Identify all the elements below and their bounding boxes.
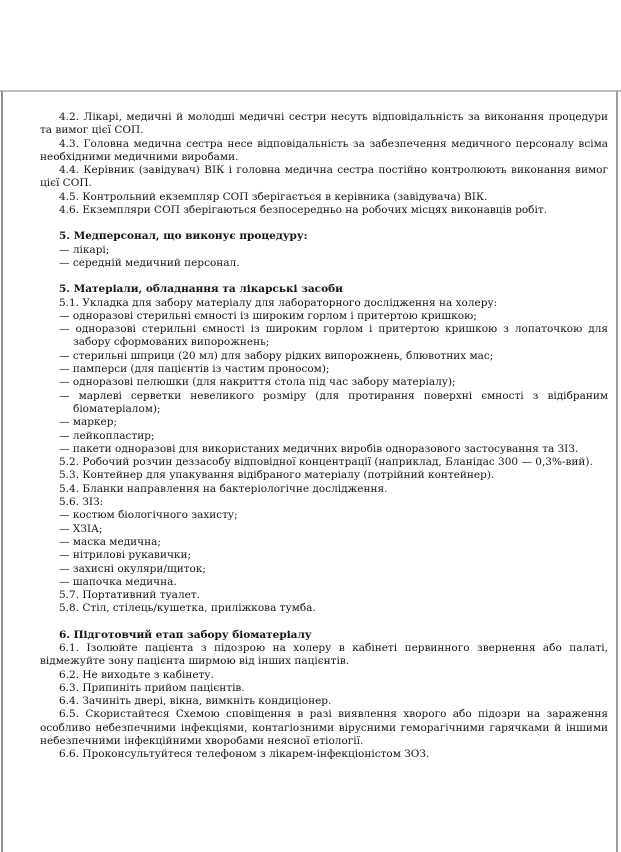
list-item (40, 416, 608, 429)
list-item-text: одноразові стерильні ємності із широким горлом і притертою кришкою з лопаточкою для забору сформованих випорожнень; (73, 323, 608, 349)
list-dash-marker: — (59, 243, 73, 256)
list-item-text: стерильні шприци (20 мл) для забору рідких випорожнень, блювотних мас; (72, 349, 494, 362)
list-item (40, 509, 608, 522)
list-item-text: лікарі; (72, 243, 110, 256)
list-item-text: памперси (для пацієнтів із частим проносом); (72, 363, 330, 376)
list-item (40, 549, 608, 562)
list-dash-marker: — (59, 535, 73, 548)
section-heading: 6. Підготовчий етап забору біоматеріалу (59, 628, 312, 641)
list-dash-marker: — (59, 323, 76, 336)
list-dash-marker: — (59, 509, 73, 522)
list-dash-marker: — (59, 256, 73, 269)
page-right-border (616, 91, 618, 852)
section-heading: 5. Матеріали, обладнання та лікарські засоби (59, 283, 343, 296)
list-item-text: маркер; (72, 416, 118, 429)
paragraph: 5.4. Бланки направлення на бактеріологічне дослідження. (59, 482, 388, 495)
paragraph: 5.6. ЗІЗ: (59, 496, 104, 509)
list-item-text: одноразові пелюшки (для накриття стола під час забору матеріалу); (72, 376, 456, 389)
list-item-text: пакети одноразові для використаних медичних виробів одноразового застосування та ЗІЗ. (72, 442, 579, 455)
list-dash-marker: — (59, 309, 73, 322)
list-item-text: шапочка медична. (72, 575, 177, 588)
paragraph: 6.1. Ізолюйте пацієнта з підозрою на холеру в кабінеті первинного звернення або палаті, відмежуйте зону пацієнта ширмою від інших пацієнтів. (40, 641, 608, 668)
list-item (40, 563, 608, 576)
list-item-text: захисні окуляри/щиток; (72, 562, 206, 575)
paragraph: 6.6. Проконсультуйтеся телефоном з лікарем-інфекціоністом ЗОЗ. (59, 748, 430, 761)
paragraph: 5.1. Укладка для забору матеріалу для лабораторного дослідження на холеру: (59, 296, 498, 309)
paragraph: 6.4. Зачиніть двері, вікна, вимкніть кондиціонер. (59, 695, 332, 708)
list-dash-marker: — (59, 549, 73, 562)
list-item-text: ХЗІА; (72, 522, 103, 535)
list-dash-marker: — (59, 416, 73, 429)
paragraph: 6.5. Скористайтеся Схемою сповіщення в разі виявлення хворого або підозри на зараження особливо небезпечними інфекціями, контагіозними вірусними геморагічними гарячками й іншими небезпечними інфекційними хворобами неясної етіології. (40, 708, 608, 748)
list-item (40, 363, 608, 376)
list-item (40, 244, 608, 257)
list-item (40, 523, 608, 536)
list-item-text: нітрилові рукавички; (72, 549, 191, 562)
paragraph: 4.3. Головна медична сестра несе відповідальність за забезпечення медичного персоналу всіма необхідними медичними виробами. (40, 137, 608, 163)
list-item (40, 536, 608, 549)
list-item (40, 390, 608, 417)
list-item-text: лейкопластир; (72, 429, 155, 442)
paragraph: 6.2. Не виходьте з кабінету. (59, 668, 214, 681)
paragraph: 6.3. Припиніть прийом пацієнтів. (59, 681, 245, 694)
section-heading: 5. Медперсонал, що виконує процедуру: (59, 230, 308, 243)
list-item-text: костюм біологічного захисту; (72, 509, 238, 522)
list-item (40, 576, 608, 589)
paragraph: 4.6. Екземпляри СОП зберігаються безпосередньо на робочих місцях виконавців робіт. (59, 204, 547, 217)
list-dash-marker: — (59, 562, 73, 575)
list-dash-marker: — (59, 363, 73, 376)
paragraph: 4.2. Лікарі, медичні й молодші медичні сестри несуть відповідальність за виконання процедури та вимог цієї СОП. (40, 111, 608, 137)
page-top-border (0, 90, 621, 92)
paragraph: 5.3. Контейнер для упакування відібраного матеріалу (потрійний контейнер). (59, 469, 495, 482)
list-item (40, 376, 608, 389)
list-item (40, 323, 608, 350)
list-item (40, 257, 608, 270)
list-dash-marker: — (59, 376, 73, 389)
list-dash-marker: — (59, 522, 73, 535)
paragraph: 4.4. Керівник (завідувач) ВІК і головна медична сестра постійно контролюють виконання вимог цієї СОП. (40, 164, 608, 190)
paragraph: 5.8. Стіл, стілець/кушетка, приліжкова тумба. (59, 602, 316, 615)
paragraph: 4.5. Контрольний екземпляр СОП зберігається в керівника (завідувача) ВІК. (59, 190, 488, 203)
list-item (40, 430, 608, 443)
list-item (40, 350, 608, 363)
list-dash-marker: — (59, 349, 73, 362)
list-item-text: маска медична; (72, 535, 161, 548)
list-item (40, 443, 608, 456)
list-dash-marker: — (59, 442, 73, 455)
page-left-border (1, 91, 3, 852)
list-dash-marker: — (59, 429, 73, 442)
list-item-text: одноразові стерильні ємності із широким горлом і притертою кришкою; (72, 309, 477, 322)
paragraph: 5.7. Портативний туалет. (59, 589, 200, 602)
document-content (40, 111, 608, 762)
list-item-text: середній медичний персонал. (72, 256, 240, 269)
paragraph: 5.2. Робочий розчин деззасобу відповідної концентрації (наприклад, Бланідас 300 — 0,3%-вий). (59, 456, 593, 469)
list-item-text: марлеві серветки невеликого розміру (для протирання поверхні ємності з відібраним біоматеріалом); (73, 389, 609, 415)
list-dash-marker: — (59, 575, 73, 588)
list-item (40, 310, 608, 323)
list-dash-marker: — (59, 389, 79, 402)
